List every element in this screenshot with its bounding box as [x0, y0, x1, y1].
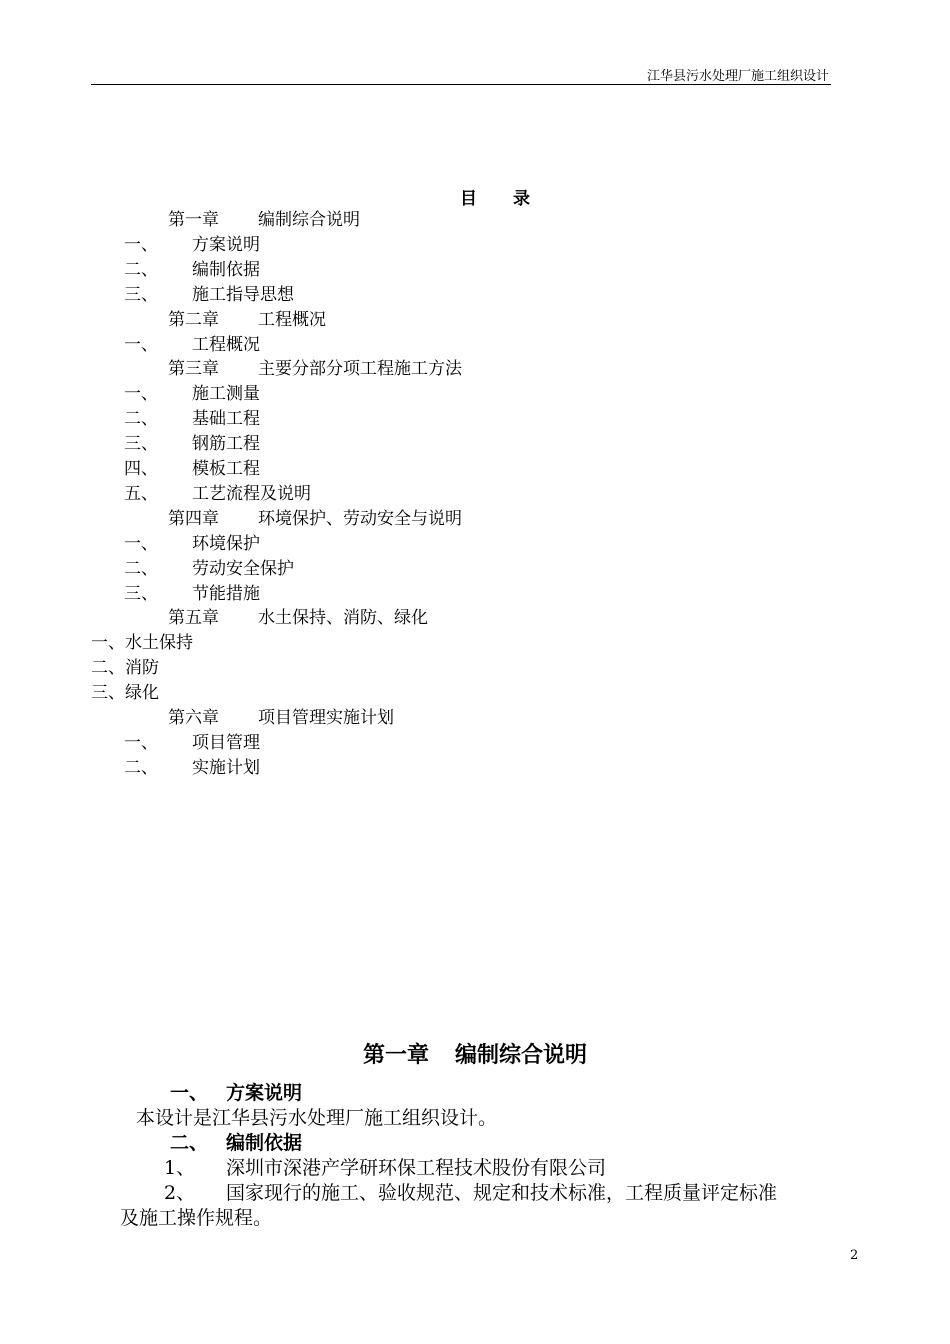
toc-entry-text: 劳动安全保护	[192, 558, 294, 579]
toc-section-entry	[124, 532, 260, 556]
section-title: 方案说明	[226, 1082, 303, 1104]
toc-entry-number: 第四章	[168, 508, 219, 529]
section-number: 二、	[170, 1132, 209, 1154]
item-text: 深圳市深港产学研环保工程技术股份有限公司	[226, 1157, 607, 1179]
toc-entry-text: 钢筋工程	[192, 434, 260, 455]
toc-plain-entry	[91, 656, 159, 680]
toc-section-entry	[124, 482, 311, 506]
chapter-heading	[0, 1038, 950, 1069]
toc-entry-number: 一、	[124, 334, 158, 355]
toc-section-entry	[124, 333, 260, 357]
toc-chapter-entry	[168, 308, 326, 332]
toc-chapter-entry	[168, 606, 428, 630]
toc-entry-text: 模板工程	[192, 459, 260, 479]
toc-entry-text: 工程概况	[192, 334, 260, 355]
toc-entry-number: 第三章	[168, 359, 219, 380]
toc-entry-text: 主要分部分项工程施工方法	[258, 359, 462, 380]
section-heading	[170, 1079, 302, 1107]
toc-entry-text: 工艺流程及说明	[192, 483, 311, 504]
toc-chapter-entry	[168, 357, 462, 381]
toc-title	[460, 184, 530, 209]
toc-chapter-entry	[168, 706, 394, 730]
toc-entry-number: 第二章	[168, 309, 219, 330]
toc-entry-text: 编制依据	[192, 259, 260, 280]
toc-entry-number: 五、	[124, 483, 158, 504]
toc-entry-text: 三、绿化	[91, 683, 159, 704]
toc-entry-number: 一、	[124, 732, 158, 753]
toc-section-entry	[124, 756, 260, 780]
toc-section-entry	[124, 582, 260, 606]
toc-entry-text: 基础工程	[192, 409, 260, 430]
toc-entry-number: 二、	[124, 558, 158, 579]
toc-title-char: 目	[460, 189, 477, 209]
toc-entry-number: 二、	[124, 259, 158, 280]
page-header	[91, 64, 831, 85]
toc-section-entry	[124, 407, 260, 431]
list-item	[164, 1179, 777, 1207]
chapter-number: 第一章	[362, 1043, 429, 1068]
toc-chapter-entry	[168, 208, 360, 232]
toc-entry-number: 三、	[124, 284, 158, 305]
toc-entry-text: 节能措施	[192, 583, 260, 604]
list-item	[164, 1154, 606, 1182]
page-number: 2	[850, 1248, 859, 1263]
toc-section-entry	[124, 382, 260, 406]
section-title: 编制依据	[226, 1132, 303, 1154]
toc-entry-text: 项目管理	[192, 732, 260, 753]
toc-entry-number: 二、	[124, 757, 158, 778]
toc-entry-text: 方案说明	[192, 234, 260, 255]
toc-plain-entry	[91, 631, 193, 655]
toc-entry-text: 工程概况	[258, 309, 326, 330]
toc-entry-text: 实施计划	[192, 757, 260, 778]
toc-chapter-entry	[168, 507, 462, 531]
toc-section-entry	[124, 283, 294, 307]
toc-entry-number: 一、	[124, 533, 158, 554]
toc-entry-text: 环境保护	[192, 533, 260, 554]
section-number: 一、	[170, 1082, 209, 1104]
toc-entry-number: 三、	[124, 434, 158, 455]
section-heading	[170, 1129, 302, 1157]
toc-section-entry	[124, 258, 260, 282]
toc-entry-number: 一、	[124, 234, 158, 255]
paragraph: 本设计是江华县污水处理厂施工组织设计。	[136, 1107, 498, 1129]
toc-section-entry	[124, 432, 260, 456]
toc-entry-number: 第一章	[168, 210, 219, 230]
toc-entry-text: 项目管理实施计划	[258, 708, 394, 728]
toc-entry-text: 编制综合说明	[258, 210, 360, 230]
toc-entry-text: 环境保护、劳动安全与说明	[258, 508, 462, 529]
toc-entry-text: 一、水土保持	[91, 633, 193, 654]
toc-entry-text: 施工测量	[192, 384, 260, 405]
item-number: 1、	[164, 1157, 196, 1179]
toc-entry-text: 水土保持、消防、绿化	[258, 608, 428, 629]
toc-section-entry	[124, 557, 294, 581]
toc-title-char: 录	[513, 189, 530, 209]
toc-entry-text: 施工指导思想	[192, 284, 294, 305]
toc-entry-number: 第五章	[168, 608, 219, 629]
list-item-continuation: 及施工操作规程。	[120, 1207, 273, 1229]
toc-entry-number: 四、	[124, 459, 158, 479]
chapter-title: 编制综合说明	[455, 1043, 588, 1068]
item-number: 2、	[164, 1182, 196, 1204]
toc-entry-number: 第六章	[168, 708, 219, 728]
toc-section-entry	[124, 457, 260, 481]
toc-entry-number: 二、	[124, 409, 158, 430]
toc-entry-text: 二、消防	[91, 658, 159, 679]
toc-plain-entry	[91, 681, 159, 705]
toc-entry-number: 一、	[124, 384, 158, 405]
toc-section-entry	[124, 731, 260, 755]
toc-section-entry	[124, 233, 260, 257]
toc-entry-number: 三、	[124, 583, 158, 604]
header-title: 江华县污水处理厂施工组织设计	[646, 69, 829, 84]
item-text: 国家现行的施工、验收规范、规定和技术标准，工程质量评定标准	[226, 1182, 778, 1204]
